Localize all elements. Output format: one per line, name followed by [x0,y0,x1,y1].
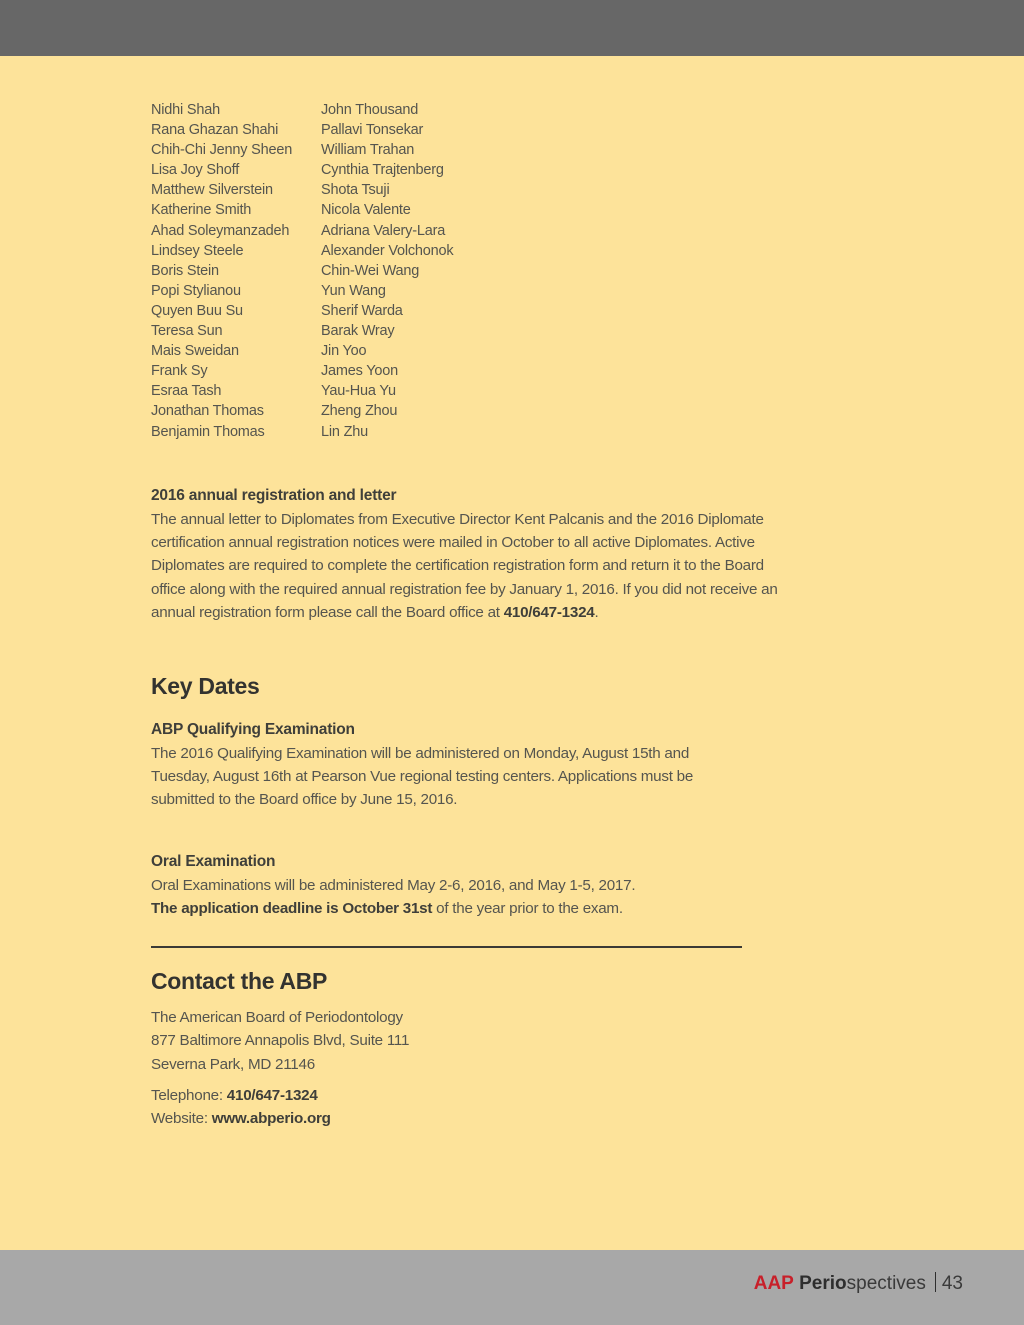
names-column-right [321,100,453,442]
diplomate-name: Barak Wray [321,323,395,340]
diplomate-name: Chin-Wei Wang [321,262,420,279]
diplomate-name: James Yoon [321,363,399,380]
diplomate-name: Lindsey Steele [151,242,244,259]
diplomate-name: Benjamin Thomas [151,423,265,440]
brand-perio: Perio [799,1273,847,1294]
qualifying-line: Tuesday, August 16th at Pearson Vue regional testing centers. Applications must be [151,767,694,785]
oral-body [151,874,821,921]
diplomate-name: Lisa Joy Shoff [151,162,240,179]
registration-line: The annual letter to Diplomates from Executive Director Kent Palcanis and the 2016 Diplomate [151,510,764,528]
registration-phone: 410/647-1324 [503,604,595,622]
telephone-number: 410/647-1324 [226,1087,318,1104]
qualifying-body [151,742,821,812]
diplomate-name: Yun Wang [321,282,386,299]
website-link[interactable]: www.abperio.org [211,1110,331,1128]
diplomate-name: Cynthia Trajtenberg [321,162,444,179]
diplomate-name: Adriana Valery-Lara [321,222,446,239]
names-column-left [151,100,292,442]
diplomate-name: Chih-Chi Jenny Sheen [151,142,293,159]
diplomate-name: Nidhi Shah [151,102,220,118]
diplomate-name: Katherine Smith [151,202,252,219]
diplomate-name: Teresa Sun [151,323,223,340]
diplomate-name: Quyen Buu Su [151,302,243,319]
diplomate-name: Sherif Warda [321,302,403,319]
page-footer [754,1272,963,1295]
address-line: The American Board of Periodontology [151,1009,403,1026]
diplomate-name: Esraa Tash [151,383,222,400]
diplomate-name: John Thousand [321,102,419,118]
contact-heading: Contact the ABP [151,968,328,994]
website-label: Website: [151,1110,212,1128]
diplomate-name: Zheng Zhou [321,403,398,420]
diplomate-name: Jonathan Thomas [151,403,264,420]
telephone-line [151,1084,821,1107]
diplomate-name: Ahad Soleymanzadeh [151,222,290,239]
registration-line [151,601,821,624]
diplomate-name: Mais Sweidan [151,343,239,360]
registration-body [151,508,821,625]
qualifying-title: ABP Qualifying Examination [151,721,355,738]
registration-last-line: annual registration form please call the Board office at [151,604,504,622]
footer-separator [935,1272,936,1292]
diplomate-name: Rana Ghazan Shahi [151,122,279,139]
diplomate-name: Shota Tsuji [321,182,390,199]
contact-details [151,1084,821,1131]
address-line: Severna Park, MD 21146 [151,1055,315,1073]
divider-rule [151,946,742,948]
diplomate-name: Matthew Silverstein [151,182,273,199]
diplomate-name: Lin Zhu [321,423,368,440]
diplomate-name: Alexander Volchonok [321,242,454,259]
diplomate-name: Frank Sy [151,363,208,380]
brand-rest: spectives [846,1273,926,1294]
qualifying-section [151,718,821,812]
page-number: 43 [941,1273,963,1294]
registration-line: office along with the required annual registration fee by January 1, 2016. If you did not receive an [151,580,778,598]
registration-section [151,484,821,625]
diplomate-name: Yau-Hua Yu [321,383,396,400]
registration-title: 2016 annual registration and letter [151,487,397,504]
oral-section [151,850,821,920]
address-line: 877 Baltimore Annapolis Blvd, Suite 111 [151,1032,410,1050]
diplomate-name: William Trahan [321,142,415,159]
oral-deadline-line [151,897,821,920]
oral-deadline-rest: of the year prior to the exam. [432,899,623,917]
diplomate-name: Pallavi Tonsekar [321,122,424,139]
header-bar [0,0,1024,56]
qualifying-line: The 2016 Qualifying Examination will be administered on Monday, August 15th and [151,744,690,762]
qualifying-line: submitted to the Board office by June 15, 2016. [151,791,458,809]
contact-address [151,1006,821,1076]
diplomate-name: Jin Yoo [321,343,367,360]
registration-period: . [594,604,599,622]
telephone-label: Telephone: [151,1087,227,1104]
key-dates-heading: Key Dates [151,673,260,699]
diplomate-name: Boris Stein [151,262,219,279]
oral-title: Oral Examination [151,853,276,870]
oral-line: Oral Examinations will be administered May 2-6, 2016, and May 1-5, 2017. [151,876,636,894]
oral-deadline-bold: The application deadline is October 31st [151,899,433,917]
registration-line: Diplomates are required to complete the certification registration form and return it to the Board [151,557,764,575]
diplomate-name: Nicola Valente [321,202,411,219]
registration-line: certification annual registration notices were mailed in October to all active Diplomates. Active [151,533,755,551]
brand-aap: AAP [753,1273,794,1294]
website-line [151,1107,821,1130]
diplomate-name: Popi Stylianou [151,282,241,299]
